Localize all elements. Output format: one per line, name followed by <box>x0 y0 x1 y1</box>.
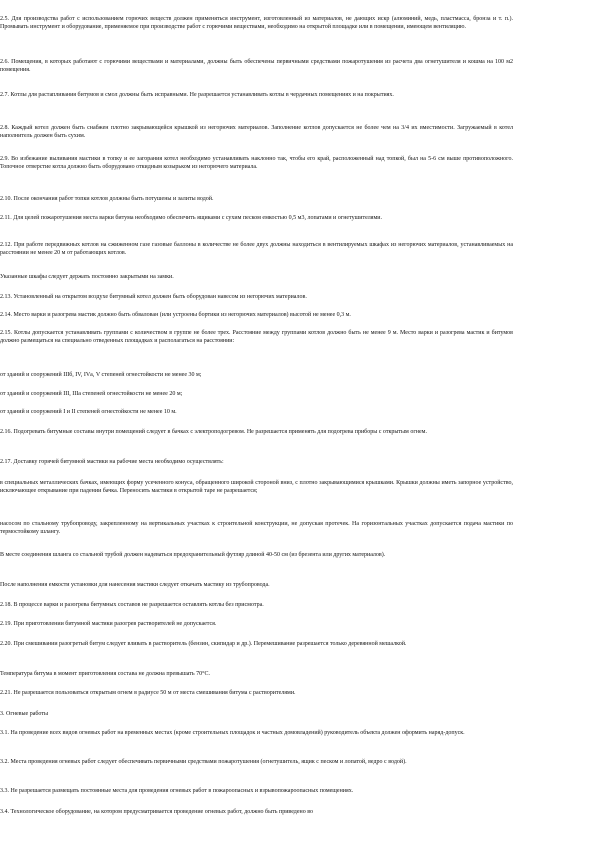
paragraph-bitumen-temperature: Температура битума в момент приготовления состава не должна превышать 70°С. <box>0 671 210 677</box>
paragraph-3-4: 3.4. Технологическое оборудование, на котором предусматривается проведение огневых работ, должно быть приведено во <box>0 809 314 815</box>
paragraph-2-8: 2.8. Каждый котел должен быть снабжен плотно закрывающейся крышкой из негорючих материалов. Заполнение котлов допускается не более чем на 3/4 их вместимости. Загружаемый в котел наполнитель должен быть сухим. <box>0 125 513 140</box>
paragraph-2-7: 2.7. Котлы для растапливания битумов и смол должны быть исправными. Не разрешается устанавливать котлы в чердачных помещениях и на покрытиях. <box>0 92 394 98</box>
section-heading-hot-work: 3. Огневые работы <box>0 711 48 717</box>
paragraph-3-3: 3.3. Не разрешается размещать постоянные места для проведения огневых работ в пожароопасных и взрывопожароопасных помещениях. <box>0 788 354 794</box>
paragraph-2-16: 2.16. Подогревать битумные составы внутри помещений следует в бачках с электроподогревом. Не разрешается применять для подогрева приборы с открытым огнем. <box>0 429 427 435</box>
paragraph-2-13: 2.13. Установленный на открытом воздухе битумный котел должен быть оборудован навесом из негорючих материалов. <box>0 294 307 300</box>
paragraph-protective-sleeve: В месте соединения шланга со стальной трубой должен надеваться предохранительный футляр длиной 40-50 см (из брезента или других материалов). <box>0 552 386 558</box>
paragraph-2-18: 2.18. В процессе варки и разогрева битумных составов не разрешается оставлять котлы без присмотра. <box>0 602 264 608</box>
paragraph-2-6: 2.6. Помещения, в которых работают с горючими веществами и материалами, должны быть обеспечены первичными средствами пожаротушения из расчета два огнетушителя и кошма на 100 м2 помещения. <box>0 59 513 74</box>
paragraph-pump-out-mastic: После наполнения емкости установки для нанесения мастики следует откачать мастику из трубопровода. <box>0 582 270 588</box>
list-item-metal-tanks: в специальных металлических бачках, имеющих форму усеченного конуса, обращенного широкой стороной вниз, с плотно закрывающимися крышками. Крышки должны иметь запорное устройство, исключающее открывание при падении бачка. Переносить мастики в открытой таре не разрешается; <box>0 480 513 495</box>
paragraph-2-15: 2.15. Котлы допускается устанавливать группами с количеством в группе не более трех. Расстояние между группами котлов должно быть не менее 9 м. Место варки и разогрева мастик и битумов должно размещаться на специально отведенных площадках и располагаться на расстоянии: <box>0 330 513 345</box>
paragraph-2-5: 2.5. Для производства работ с использованием горючих веществ должен применяться инструмент, изготовленный из материалов, не дающих искр (алюминий, медь, пластмасса, бронза и т. п.). Промывать инструмент и оборудование, применяемое при производстве работ с горючими веществами, необходимо на открытой площадке или в помещении, имеющем вентиляцию. <box>0 16 513 31</box>
paragraph-2-19: 2.19. При приготовлении битумной мастики разогрев растворителей не допускается. <box>0 621 217 627</box>
paragraph-2-9: 2.9. Во избежание выливания мастики в топку и ее загорания котел необходимо устанавливать наклонно так, чтобы его край, расположенный над топкой, был на 5-6 см выше противоположного. Топочное отверстие котла должно быть оборудовано откидным козырьком из негорючего материала. <box>0 156 513 171</box>
paragraph-3-1: 3.1. На проведение всех видов огневых работ на временных местах (кроме строительных площадок и частных домовладений) руководитель объекта должен оформить наряд-допуск. <box>0 730 465 736</box>
paragraph-cabinets-locked: Указанные шкафы следует держать постоянно закрытыми на замки. <box>0 274 174 280</box>
list-item-distance-10m: от зданий и сооружений I и II степеней огнестойкости не менее 10 м. <box>0 409 177 415</box>
paragraph-2-14: 2.14. Место варки и разогрева мастик должно быть обвалован (или устроены бортики из негорючих материалов) высотой не менее 0,3 м. <box>0 312 351 318</box>
list-item-pump-pipeline: насосом по стальному трубопроводу, закрепленному на вертикальных участках к строительной конструкции, не допуская протечек. На горизонтальных участках допускается подача мастики по термостойкому шлангу. <box>0 521 513 536</box>
list-item-distance-30m: от зданий и сооружений IIIб, IV, IVа, V степеней огнестойкости не менее 30 м; <box>0 372 202 378</box>
paragraph-3-2: 3.2. Места проведения огневых работ следует обеспечивать первичными средствами пожаротушения (огнетушитель, ящик с песком и лопатой, ведро с водой). <box>0 759 407 765</box>
paragraph-2-10: 2.10. После окончания работ топки котлов должны быть потушены и залиты водой. <box>0 196 214 202</box>
paragraph-2-20: 2.20. При смешивании разогретый битум следует вливать в растворитель (бензин, скипидар и др.). Перемешивание разрешается только деревянной мешалкой. <box>0 641 407 647</box>
paragraph-2-21: 2.21. Не разрешается пользоваться открытым огнем в радиусе 50 м от места смешивания битума с растворителями. <box>0 690 296 696</box>
paragraph-2-17: 2.17. Доставку горячей битумной мастики на рабочие места необходимо осуществлять: <box>0 459 224 465</box>
paragraph-2-12: 2.12. При работе передвижных котлов на сжиженном газе газовые баллоны в количестве не более двух должны находиться в вентилируемых шкафах из негорючих материалов, устанавливаемых на расстоянии не менее 20 м от работающих котлов. <box>0 242 513 257</box>
list-item-distance-20m: от зданий и сооружений III, IIIа степеней огнестойкости не менее 20 м; <box>0 391 183 397</box>
paragraph-2-11: 2.11. Для целей пожаротушения места варки битума необходимо обеспечить ящиками с сухим песком емкостью 0,5 м3, лопатами и огнетушителями. <box>0 215 382 221</box>
